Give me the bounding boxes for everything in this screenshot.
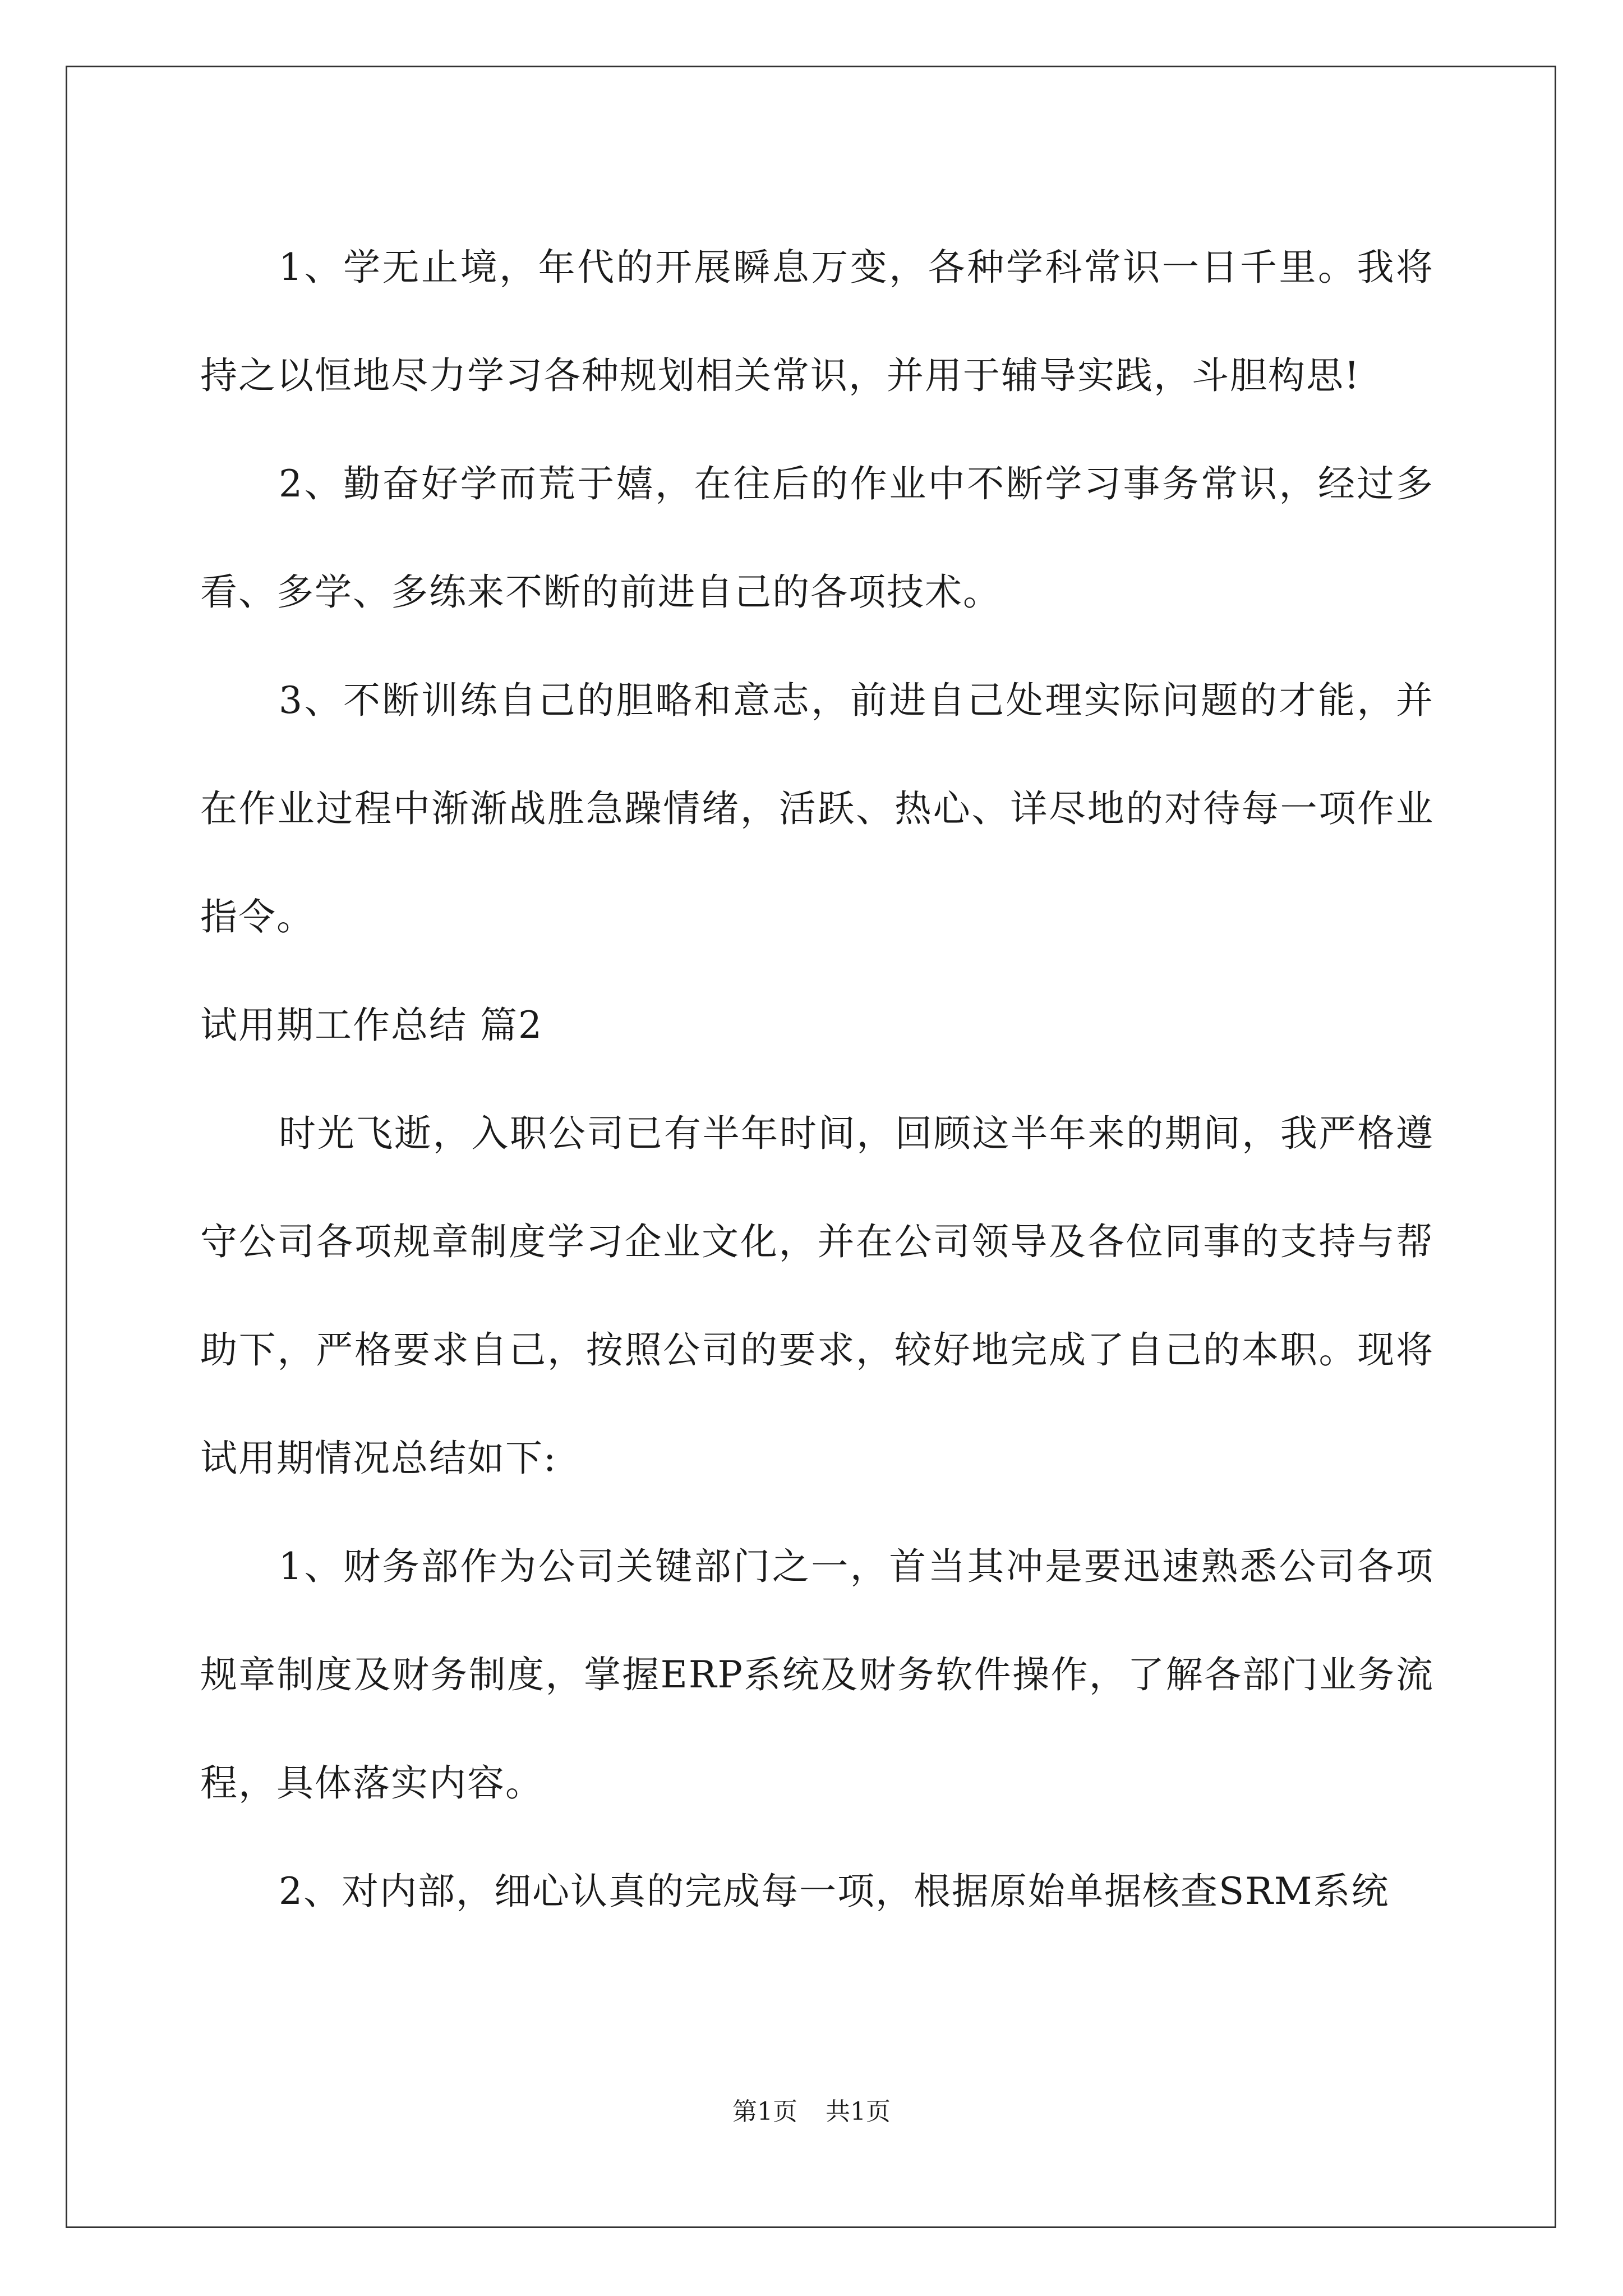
paragraph-5: 1、财务部作为公司关键部门之一，首当其冲是要迅速熟悉公司各项规章制度及财务制度，掌握ERP系统及财务软件操作，了解各部门业务流程，具体落实内容。: [200, 1545, 1434, 1805]
paragraph-6: 2、对内部，细心认真的完成每一项，根据原始单据核查SRM系统: [279, 1870, 1390, 1913]
paragraph-1: 1、学无止境，年代的开展瞬息万变，各种学科常识一日千里。我将持之以恒地尽力学习各种规划相关常识，并用于辅导实践，斗胆构思!: [200, 246, 1434, 397]
paragraph-4: 时光飞逝，入职公司已有半年时间，回顾这半年来的期间，我严格遵守公司各项规章制度学习企业文化，并在公司领导及各位同事的支持与帮助下，严格要求自己，按照公司的要求，较好地完成了自己的本职。现将试用期情况总结如下:: [200, 1112, 1434, 1480]
page-total: 共1页: [826, 2097, 891, 2126]
page-footer: [0, 2095, 1623, 2129]
document-body: [200, 213, 1434, 1945]
section-heading: 试用期工作总结 篇2: [200, 1004, 543, 1047]
page-number: 第1页: [732, 2097, 797, 2126]
paragraph-2: 2、勤奋好学而荒于嬉，在往后的作业中不断学习事务常识，经过多看、多学、多练来不断的前进自己的各项技术。: [200, 462, 1434, 614]
paragraph-3: 3、不断训练自己的胆略和意志，前进自己处理实际问题的才能，并在作业过程中渐渐战胜急躁情绪，活跃、热心、详尽地的对待每一项作业指令。: [200, 679, 1434, 938]
